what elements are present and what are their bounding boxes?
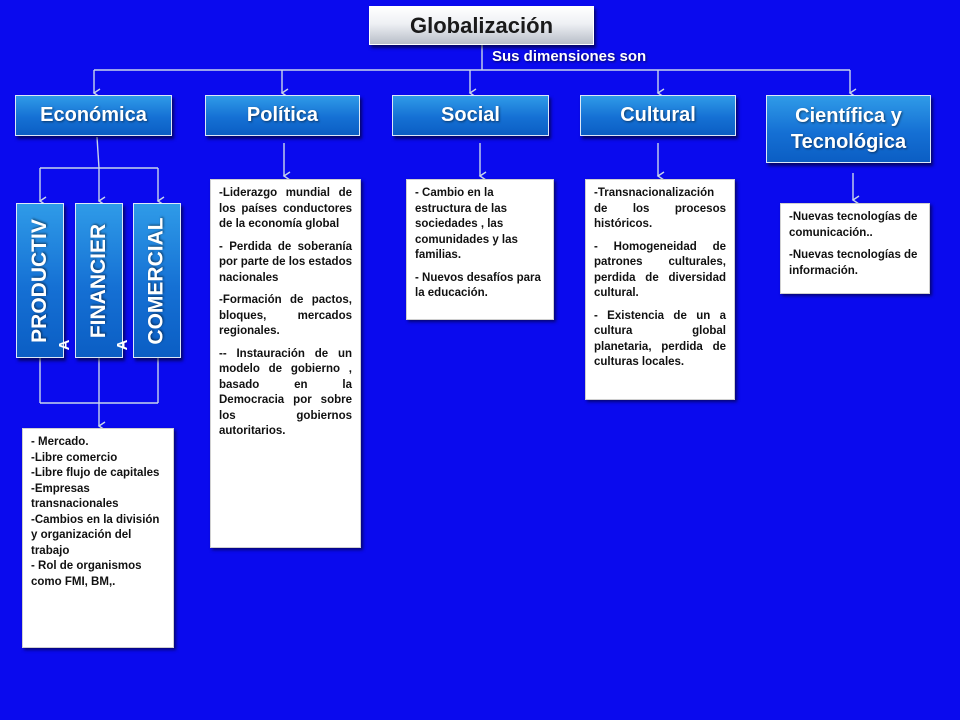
link-label: Sus dimensiones son (492, 48, 647, 65)
subtype-suffix: A (114, 339, 131, 351)
detail-paragraph: - Existencia de un a cultura global planetaria, perdida de culturas locales. (594, 309, 726, 369)
subtype-financiera (75, 203, 123, 358)
dimension-cultural (580, 95, 736, 136)
dimension-label: Cultural (620, 104, 696, 126)
detail-line: -Libre comercio (31, 451, 118, 464)
cientifica-details-box (780, 203, 930, 294)
dimension-label: Económica (40, 104, 147, 126)
subtype-comercial (133, 203, 181, 358)
detail-paragraph: -Liderazgo mundial de los países conductores de la economía global (219, 187, 352, 231)
detail-paragraph: -Nuevas tecnologías de información. (789, 249, 918, 277)
detail-paragraph: - Homogeneidad de patrones culturales, perdida de diversidad cultural. (594, 240, 726, 300)
detail-line: - Mercado. (31, 436, 89, 448)
detail-line: -Libre flujo de capitales (31, 467, 160, 480)
politica-details-box (210, 179, 361, 548)
root-node (369, 6, 594, 45)
detail-paragraph: -Nuevas tecnologías de comunicación.. (789, 211, 918, 239)
detail-line: - Rol de organismos como FMI, BM,. (31, 560, 142, 588)
subtype-label: FINANCIER (87, 223, 110, 338)
root-label: Globalización (409, 12, 554, 38)
dimension-politica (205, 95, 360, 136)
dimension-label: Política (246, 104, 319, 126)
dimension-economica (15, 95, 172, 136)
detail-paragraph: -Formación de pactos, bloques, mercados regionales. (219, 294, 352, 338)
dimension-social (392, 95, 549, 136)
detail-line: -Cambios en la división y organización del trabajo (31, 513, 160, 557)
dimension-label: Social (441, 104, 500, 126)
detail-line: -Empresas transnacionales (31, 482, 119, 511)
detail-paragraph: - Nuevos desafíos para la educación. (415, 271, 541, 300)
dimension-label: Científica y Tecnológica (790, 105, 907, 153)
subtype-suffix: A (56, 339, 73, 351)
social-details-box (406, 179, 554, 320)
dimension-cientifica-tecnologica (766, 95, 931, 163)
detail-paragraph: -- Instauración de un modelo de gobierno , basado en la Democracia por sobre los gobiernos autoritarios. (219, 347, 352, 438)
detail-paragraph: -Transnacionalización de los procesos históricos. (594, 187, 726, 231)
subtype-label: PRODUCTIV (28, 218, 51, 343)
detail-paragraph: - Cambio en la estructura de las sociedades , las comunidades y las familias. (415, 187, 518, 262)
detail-paragraph: - Perdida de soberanía por parte de los estados nacionales (219, 240, 352, 284)
subtype-productiva (16, 203, 64, 358)
cultural-details-box (585, 179, 735, 400)
economica-details-box (22, 428, 174, 648)
subtype-label: COMERCIAL (145, 216, 169, 345)
